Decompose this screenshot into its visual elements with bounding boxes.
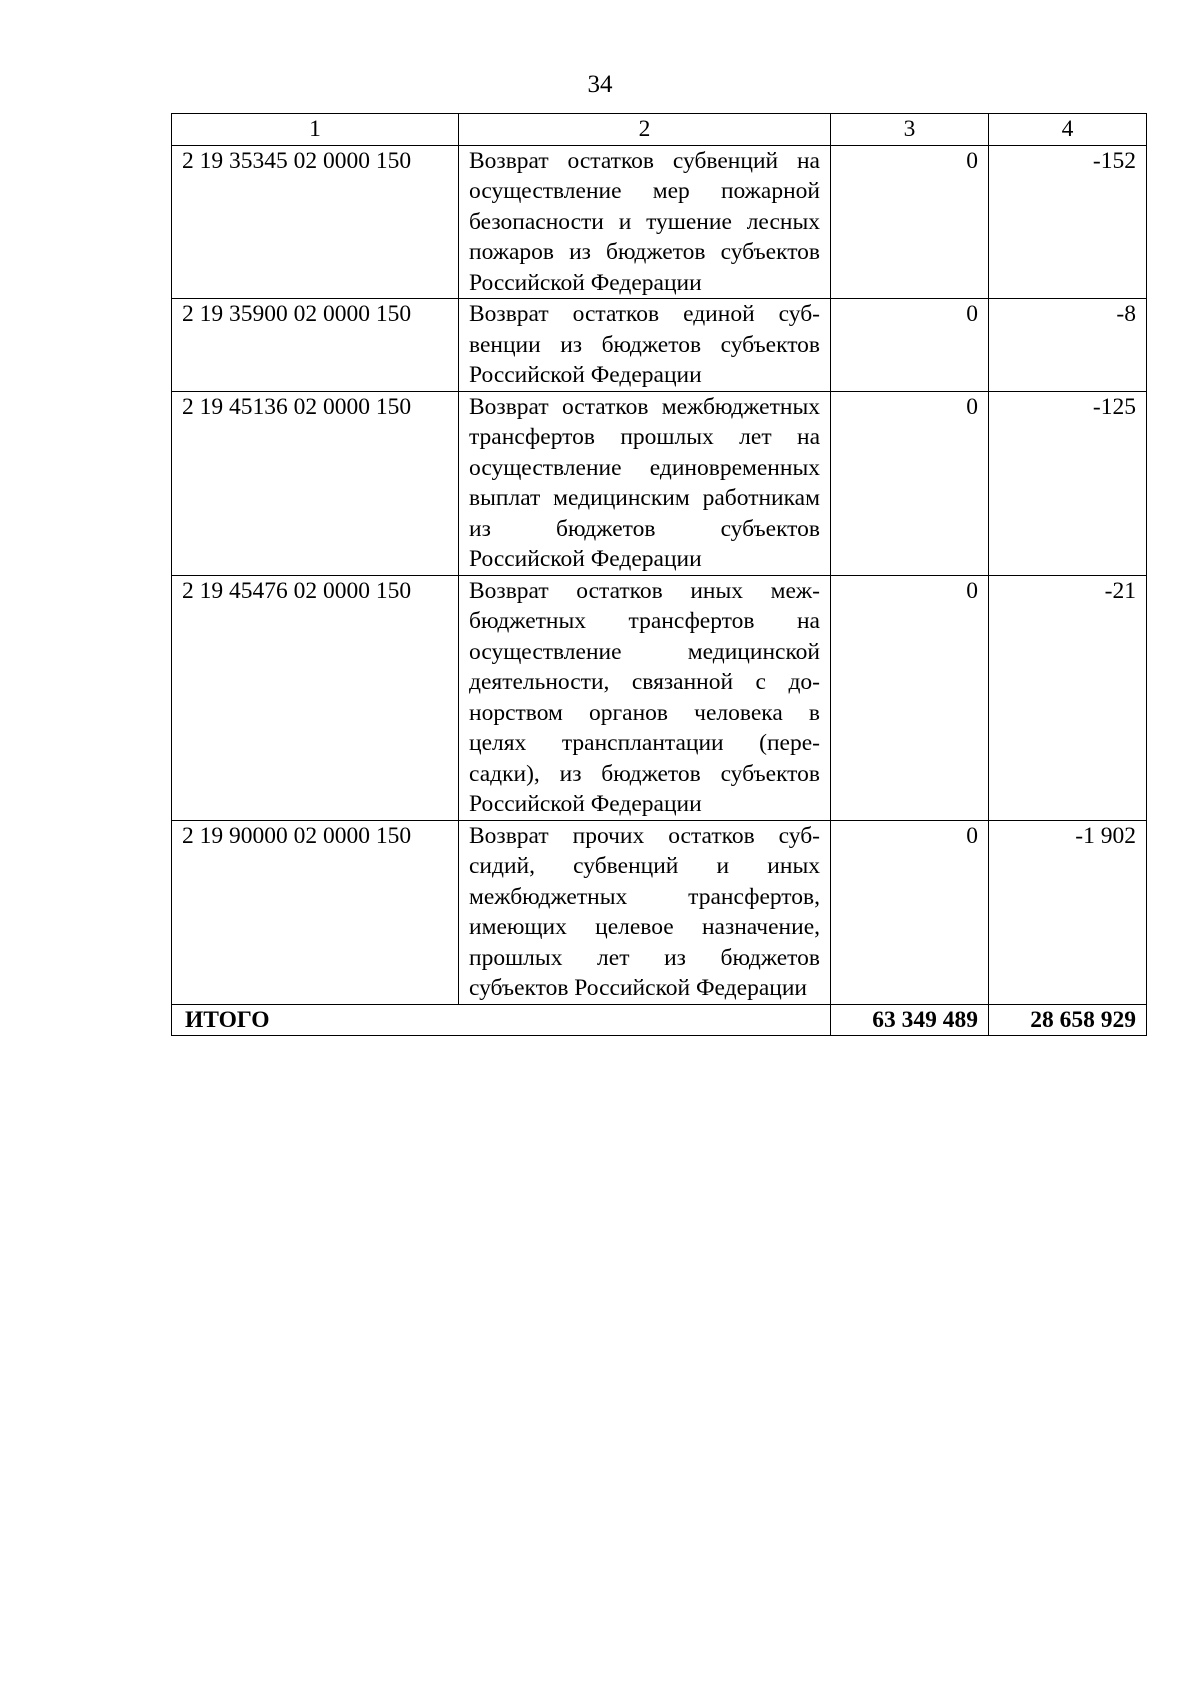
- row-description: Возврат остатков субвенций на осуществление мер пожарной безопасности и тушение лесных пожаров из бюджетов субъектов Российской Федерации: [459, 145, 831, 299]
- table-row: [172, 575, 1147, 820]
- value-col4: -21: [989, 575, 1147, 820]
- value-col3: 0: [831, 575, 989, 820]
- table-row: [172, 145, 1147, 299]
- budget-code: 2 19 45476 02 0000 150: [172, 575, 459, 820]
- column-header-2: 2: [459, 114, 831, 146]
- total-label: ИТОГО: [172, 1004, 831, 1036]
- column-header-4: 4: [989, 114, 1147, 146]
- column-header-3: 3: [831, 114, 989, 146]
- table-header-row: [172, 114, 1147, 146]
- total-row: [172, 1004, 1147, 1036]
- value-col4: -1 902: [989, 820, 1147, 1004]
- column-header-1: 1: [172, 114, 459, 146]
- budget-code: 2 19 35345 02 0000 150: [172, 145, 459, 299]
- row-description: Возврат остатков иных межбюджетных трансфертов на осуществление медицинской деятельности, связанной с донорством органов человека в целях трансплантации (пересадки), из бюджетов субъектов Российской Федерации: [459, 575, 831, 820]
- row-description: Возврат остатков межбюджетных трансфертов прошлых лет на осуществление единовременных выплат медицинским работникам из бюджетов субъектов Российской Федерации: [459, 391, 831, 575]
- value-col3: 0: [831, 299, 989, 392]
- table-row: [172, 391, 1147, 575]
- value-col4: -152: [989, 145, 1147, 299]
- value-col4: -125: [989, 391, 1147, 575]
- page-number: 34: [587, 71, 613, 98]
- budget-code: 2 19 45136 02 0000 150: [172, 391, 459, 575]
- row-description: Возврат остатков единой субвенции из бюджетов субъектов Российской Федерации: [459, 299, 831, 392]
- table-row: [172, 299, 1147, 392]
- value-col3: 0: [831, 145, 989, 299]
- budget-code: 2 19 35900 02 0000 150: [172, 299, 459, 392]
- value-col4: -8: [989, 299, 1147, 392]
- value-col3: 0: [831, 820, 989, 1004]
- budget-code: 2 19 90000 02 0000 150: [172, 820, 459, 1004]
- total-col3: 63 349 489: [831, 1004, 989, 1036]
- budget-table: [171, 113, 1147, 1036]
- table-row: [172, 820, 1147, 1004]
- value-col3: 0: [831, 391, 989, 575]
- total-col4: 28 658 929: [989, 1004, 1147, 1036]
- row-description: Возврат прочих остатков субсидий, субвенций и иных межбюджетных трансфертов, имеющих целевое назначение, прошлых лет из бюджетов субъектов Российской Федерации: [459, 820, 831, 1004]
